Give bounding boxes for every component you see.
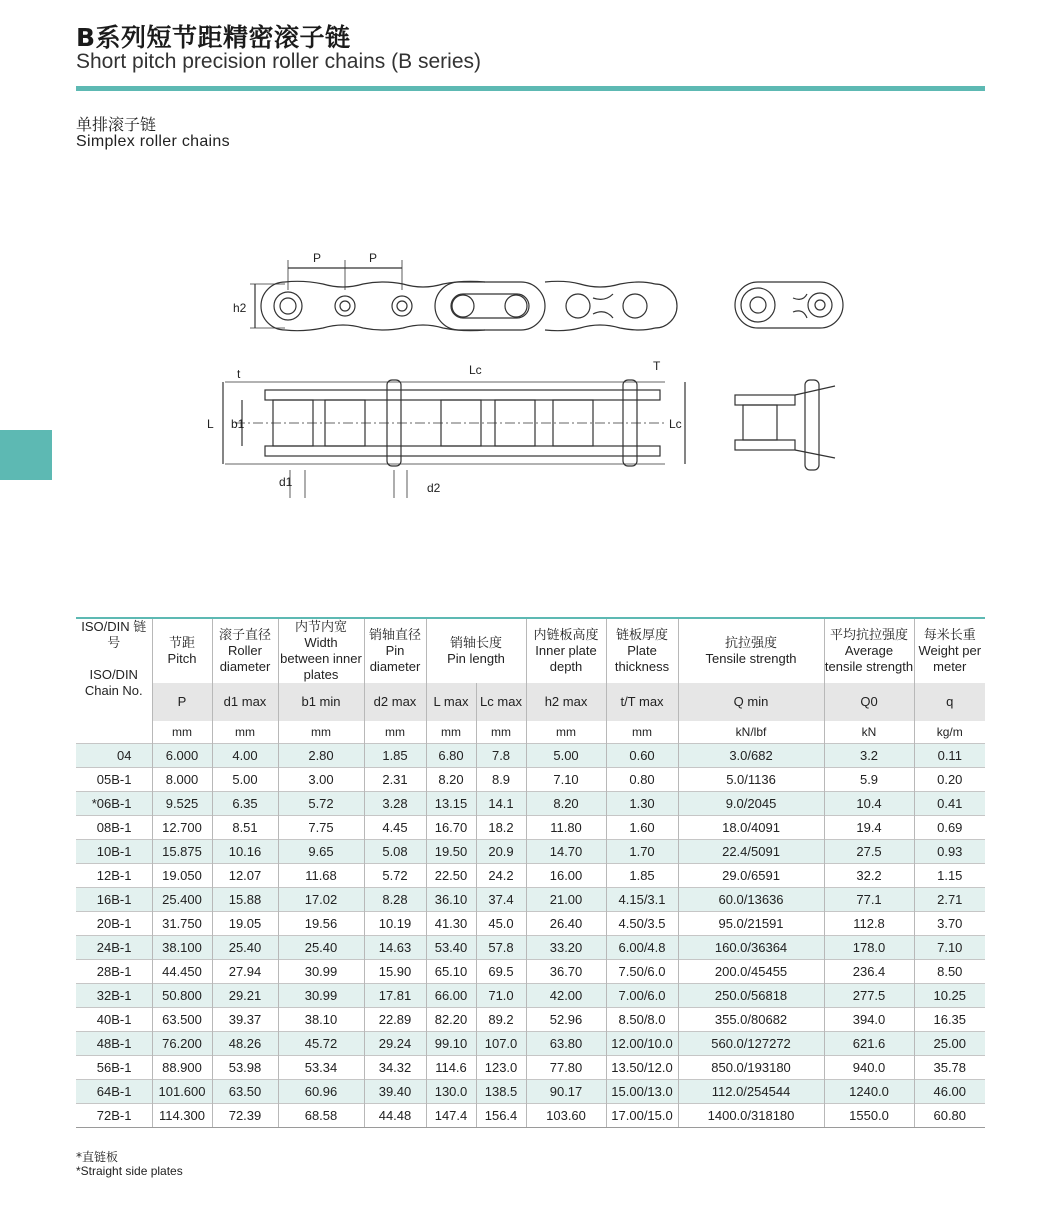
table-cell: 42.00 [526,984,606,1008]
dim-label-p2: P [369,251,378,265]
table-cell: 8.20 [526,792,606,816]
table-cell: 16.70 [426,816,476,840]
dim-label-b1: b1 [231,417,245,431]
col-header-cn: 抗拉强度 [725,635,778,650]
table-cell: 44.450 [152,960,212,984]
table-cell: 107.0 [476,1032,526,1056]
table-cell: 24.2 [476,864,526,888]
table-cell: 1.30 [606,792,678,816]
table-cell: 50.800 [152,984,212,1008]
table-cell: 8.50 [914,960,985,984]
table-cell: 7.10 [526,768,606,792]
symbol-cell: d2 max [364,683,426,721]
table-cell: 7.50/6.0 [606,960,678,984]
table-cell: 45.72 [278,1032,364,1056]
table-cell: 14.63 [364,936,426,960]
table-cell: 60.96 [278,1080,364,1104]
table-cell: 11.68 [278,864,364,888]
table-cell: 15.90 [364,960,426,984]
table-cell: 1.85 [606,864,678,888]
chain-no-cell: 05B-1 [76,768,152,792]
footnote-cn: *直链板 [76,1150,119,1164]
section-title-cn: 单排滚子链 [76,115,157,134]
unit-cell-blank [76,721,152,744]
chain-no-cell: 20B-1 [76,912,152,936]
table-cell: 5.0/1136 [678,768,824,792]
col-header-en: Tensile strength [705,651,797,666]
table-cell: 103.60 [526,1104,606,1128]
unit-cell: mm [426,721,476,744]
chain-side-view [250,260,677,331]
table-cell: 5.72 [278,792,364,816]
table-cell: 36.10 [426,888,476,912]
table-cell: 19.050 [152,864,212,888]
side-tab-marker [0,430,52,480]
table-cell: 2.71 [914,888,985,912]
table-cell: 19.05 [212,912,278,936]
table-cell: 60.0/13636 [678,888,824,912]
table-cell: 5.72 [364,864,426,888]
table-row [76,744,985,768]
unit-cell: mm [152,721,212,744]
table-cell: 156.4 [476,1104,526,1128]
col-header-plate-depth [526,618,606,683]
col-header-inner-width [278,618,364,683]
table-cell: 41.30 [426,912,476,936]
table-cell: 27.94 [212,960,278,984]
table-cell: 1550.0 [824,1104,914,1128]
col-header-en: Inner plate depth [535,643,597,674]
table-cell: 1.60 [606,816,678,840]
chain-no-header-cn: ISO/DIN 链号 [81,619,147,650]
col-header-en: Average tensile strength [824,643,914,674]
page-title-cn: B系列短节距精密滚子链 [76,23,351,52]
unit-cell: mm [606,721,678,744]
table-cell: 25.400 [152,888,212,912]
footnote-en: *Straight side plates [76,1164,183,1178]
col-header-pin-diameter [364,618,426,683]
table-cell: 160.0/36364 [678,936,824,960]
table-cell: 25.00 [914,1032,985,1056]
table-row [76,768,985,792]
spec-table [76,617,985,1128]
table-cell: 850.0/193180 [678,1056,824,1080]
chain-no-cell: 16B-1 [76,888,152,912]
table-cell: 8.20 [426,768,476,792]
col-header-cn: 滚子直径 [218,627,271,642]
table-cell: 112.0/254544 [678,1080,824,1104]
symbol-cell: Q min [678,683,824,721]
table-cell: 7.00/6.0 [606,984,678,1008]
table-cell: 57.8 [476,936,526,960]
table-cell: 1400.0/318180 [678,1104,824,1128]
table-cell: 3.0/682 [678,744,824,768]
unit-cell: kg/m [936,725,963,739]
table-cell: 35.78 [914,1056,985,1080]
table-cell: 34.32 [364,1056,426,1080]
table-cell: 99.10 [426,1032,476,1056]
table-cell: 14.70 [526,840,606,864]
chain-no-cell: 32B-1 [76,984,152,1008]
table-cell: 4.45 [364,816,426,840]
table-cell: 138.5 [476,1080,526,1104]
table-cell: 10.16 [212,840,278,864]
col-header-pitch [152,618,212,683]
table-cell: 30.99 [278,984,364,1008]
table-cell: 48.26 [212,1032,278,1056]
table-cell: 26.40 [526,912,606,936]
chain-end-view [735,282,843,328]
table-cell: 0.11 [914,744,985,768]
chain-no-header [76,618,152,721]
table-cell: 3.00 [278,768,364,792]
table-cell: 12.700 [152,816,212,840]
table-cell: 621.6 [824,1032,914,1056]
symbol-cell: h2 max [526,683,606,721]
chain-no-cell: 72B-1 [76,1104,152,1128]
table-row [76,1104,985,1128]
table-cell: 63.500 [152,1008,212,1032]
table-cell: 0.60 [606,744,678,768]
table-cell: 10.19 [364,912,426,936]
table-cell: 45.0 [476,912,526,936]
table-cell: 38.10 [278,1008,364,1032]
table-cell: 19.50 [426,840,476,864]
table-cell: 53.34 [278,1056,364,1080]
table-cell: 22.50 [426,864,476,888]
unit-cell: kN/lbf [678,721,824,744]
table-cell: 29.0/6591 [678,864,824,888]
table-cell: 19.4 [824,816,914,840]
table-cell: 2.31 [364,768,426,792]
table-cell: 5.00 [212,768,278,792]
table-cell: 3.70 [914,912,985,936]
table-cell: 5.08 [364,840,426,864]
table-cell: 33.20 [526,936,606,960]
chain-no-cell: 56B-1 [76,1056,152,1080]
table-cell: 7.8 [476,744,526,768]
table-cell: 9.525 [152,792,212,816]
section-title-en: Simplex roller chains [76,133,230,150]
table-cell: 178.0 [824,936,914,960]
table-cell: 9.65 [278,840,364,864]
table-row [76,984,985,1008]
table-cell: 89.2 [476,1008,526,1032]
table-cell: 4.50/3.5 [606,912,678,936]
table-cell: 39.37 [212,1008,278,1032]
table-cell: 236.4 [824,960,914,984]
unit-cell: mm [476,721,526,744]
dim-label-p1: P [313,251,322,265]
table-cell: 940.0 [824,1056,914,1080]
symbol-cell: t/T max [606,683,678,721]
table-cell: 63.80 [526,1032,606,1056]
table-cell: 19.56 [278,912,364,936]
table-cell: 15.00/13.0 [606,1080,678,1104]
table-cell: 112.8 [824,912,914,936]
col-header-cn: 链板厚度 [616,627,669,642]
table-cell: 53.40 [426,936,476,960]
table-row [76,840,985,864]
symbol-cell: Lc max [476,683,526,721]
page-title-en: Short pitch precision roller chains (B series) [76,50,481,73]
table-cell: 63.50 [212,1080,278,1104]
table-cell: 27.5 [824,840,914,864]
table-row [76,1008,985,1032]
dim-label-d1: d1 [279,475,293,489]
chain-drawing [195,240,855,510]
table-cell: 30.99 [278,960,364,984]
table-cell: 15.88 [212,888,278,912]
table-cell: 18.0/4091 [678,816,824,840]
table-cell: 200.0/45455 [678,960,824,984]
table-cell: 29.24 [364,1032,426,1056]
table-cell: 250.0/56818 [678,984,824,1008]
table-cell: 7.10 [914,936,985,960]
table-cell: 15.875 [152,840,212,864]
title-divider [76,86,985,91]
table-row [76,1032,985,1056]
table-cell: 12.07 [212,864,278,888]
unit-cell: mm [526,721,606,744]
table-cell: 8.9 [476,768,526,792]
col-header-en: Pitch [167,651,197,666]
table-cell: 101.600 [152,1080,212,1104]
table-cell: 6.35 [212,792,278,816]
table-cell: 37.4 [476,888,526,912]
table-cell: 68.58 [278,1104,364,1128]
dim-label-lc-top: Lc [469,363,482,377]
table-cell: 17.81 [364,984,426,1008]
table-cell: 71.0 [476,984,526,1008]
table-cell: 1240.0 [824,1080,914,1104]
col-header-cn: 销轴直径 [368,627,421,642]
table-cell: 394.0 [824,1008,914,1032]
chain-no-cell: 08B-1 [76,816,152,840]
col-header-cn: 每米长重 [923,627,976,642]
chain-no-cell: 12B-1 [76,864,152,888]
table-cell: 60.80 [914,1104,985,1128]
chain-no-cell: 64B-1 [76,1080,152,1104]
table-row [76,936,985,960]
table-cell: 6.80 [426,744,476,768]
table-cell: 1.15 [914,864,985,888]
dim-label-h2: h2 [233,301,247,315]
table-cell: 69.5 [476,960,526,984]
table-row [76,1080,985,1104]
table-cell: 0.93 [914,840,985,864]
table-cell: 82.20 [426,1008,476,1032]
table-cell: 17.00/15.0 [606,1104,678,1128]
table-cell: 13.15 [426,792,476,816]
table-row [76,888,985,912]
table-cell: 38.100 [152,936,212,960]
table-cell: 46.00 [914,1080,985,1104]
table-cell: 52.96 [526,1008,606,1032]
table-body [76,744,985,1128]
table-cell: 355.0/80682 [678,1008,824,1032]
symbol-cell: Q0 [824,683,914,721]
table-cell: 3.28 [364,792,426,816]
chain-no-header-en: ISO/DIN Chain No. [84,667,143,698]
table-cell: 14.1 [476,792,526,816]
table-cell: 95.0/21591 [678,912,824,936]
table-cell: 7.75 [278,816,364,840]
symbol-cell: b1 min [278,683,364,721]
table-cell: 0.41 [914,792,985,816]
table-cell: 77.80 [526,1056,606,1080]
chain-plan-view [223,380,835,498]
table-cell: 13.50/12.0 [606,1056,678,1080]
table-cell: 4.15/3.1 [606,888,678,912]
symbol-cell: d1 max [212,683,278,721]
table-cell: 72.39 [212,1104,278,1128]
chain-no-cell: 28B-1 [76,960,152,984]
dim-label-T: T [653,359,661,373]
table-cell: 44.48 [364,1104,426,1128]
chain-no-cell: 10B-1 [76,840,152,864]
table-cell: 12.00/10.0 [606,1032,678,1056]
table-cell: 22.89 [364,1008,426,1032]
dim-label-t: t [237,367,241,381]
table-cell: 25.40 [212,936,278,960]
chain-no-cell: 24B-1 [76,936,152,960]
col-header-cn: 内链板高度 [533,627,599,642]
col-header-cn: 销轴长度 [450,635,503,650]
table-cell: 8.28 [364,888,426,912]
table-cell: 114.300 [152,1104,212,1128]
col-header-pin-length [426,618,526,683]
table-cell: 10.25 [914,984,985,1008]
table-row [76,864,985,888]
unit-cell: mm [278,721,364,744]
table-cell: 5.00 [526,744,606,768]
col-header-avg-tensile [824,618,914,683]
chain-no-cell: 04 [76,744,152,768]
table-cell: 5.9 [824,768,914,792]
col-header-en: Plate thickness [614,643,670,674]
col-header-tensile [678,618,824,683]
col-header-cn: 节距 [168,635,195,650]
table-cell: 90.17 [526,1080,606,1104]
unit-cell: mm [212,721,278,744]
table-cell: 10.4 [824,792,914,816]
table-cell: 147.4 [426,1104,476,1128]
symbol-cell: P [152,683,212,721]
table-row [76,960,985,984]
table-cell: 0.20 [914,768,985,792]
table-cell: 32.2 [824,864,914,888]
table-cell: 2.80 [278,744,364,768]
col-header-en: Weight per meter [918,643,982,674]
col-header-en: Pin diameter [369,643,421,674]
col-header-roller-diameter [212,618,278,683]
table-cell: 0.80 [606,768,678,792]
col-header-cn: 内节内宽 [294,619,347,634]
col-header-weight [914,618,985,683]
dim-label-d2: d2 [427,481,441,495]
table-row [76,792,985,816]
symbol-cell: L max [426,683,476,721]
dim-label-L: L [207,417,214,431]
table-cell: 18.2 [476,816,526,840]
col-header-en: Width between inner plates [280,635,362,682]
col-header-cn: 平均抗拉强度 [830,627,909,642]
table-cell: 29.21 [212,984,278,1008]
chain-no-cell: 48B-1 [76,1032,152,1056]
unit-cell: mm [364,721,426,744]
col-header-en: Pin length [447,651,505,666]
unit-cell: kN [824,721,914,744]
table-cell: 560.0/127272 [678,1032,824,1056]
table-cell: 277.5 [824,984,914,1008]
table-cell: 6.00/4.8 [606,936,678,960]
table-cell: 123.0 [476,1056,526,1080]
table-cell: 39.40 [364,1080,426,1104]
table-cell: 0.69 [914,816,985,840]
table-cell: 8.51 [212,816,278,840]
table-cell: 3.2 [824,744,914,768]
table-cell: 130.0 [426,1080,476,1104]
table-cell: 11.80 [526,816,606,840]
table-cell: 8.50/8.0 [606,1008,678,1032]
table-cell: 114.6 [426,1056,476,1080]
table-cell: 36.70 [526,960,606,984]
dim-label-lc-right: Lc [669,417,682,431]
table-row [76,1056,985,1080]
table-cell: 77.1 [824,888,914,912]
table-row [76,816,985,840]
symbol-cell: q [914,683,985,721]
col-header-plate-thickness [606,618,678,683]
table-cell: 76.200 [152,1032,212,1056]
table-cell: 88.900 [152,1056,212,1080]
table-cell: 16.00 [526,864,606,888]
table-cell: 4.00 [212,744,278,768]
table-cell: 1.70 [606,840,678,864]
table-cell: 1.85 [364,744,426,768]
table-cell: 8.000 [152,768,212,792]
table-cell: 66.00 [426,984,476,1008]
table-cell: 31.750 [152,912,212,936]
table-row [76,912,985,936]
table-cell: 20.9 [476,840,526,864]
symbol-row [76,683,985,721]
table-cell: 22.4/5091 [678,840,824,864]
col-header-en: Roller diameter [219,643,271,674]
unit-row [76,721,985,744]
table-cell: 53.98 [212,1056,278,1080]
chain-no-cell: *06B-1 [76,792,152,816]
table-cell: 65.10 [426,960,476,984]
table-cell: 6.000 [152,744,212,768]
table-cell: 9.0/2045 [678,792,824,816]
table-cell: 16.35 [914,1008,985,1032]
table-cell: 25.40 [278,936,364,960]
table-cell: 17.02 [278,888,364,912]
chain-no-cell: 40B-1 [76,1008,152,1032]
table-cell: 21.00 [526,888,606,912]
